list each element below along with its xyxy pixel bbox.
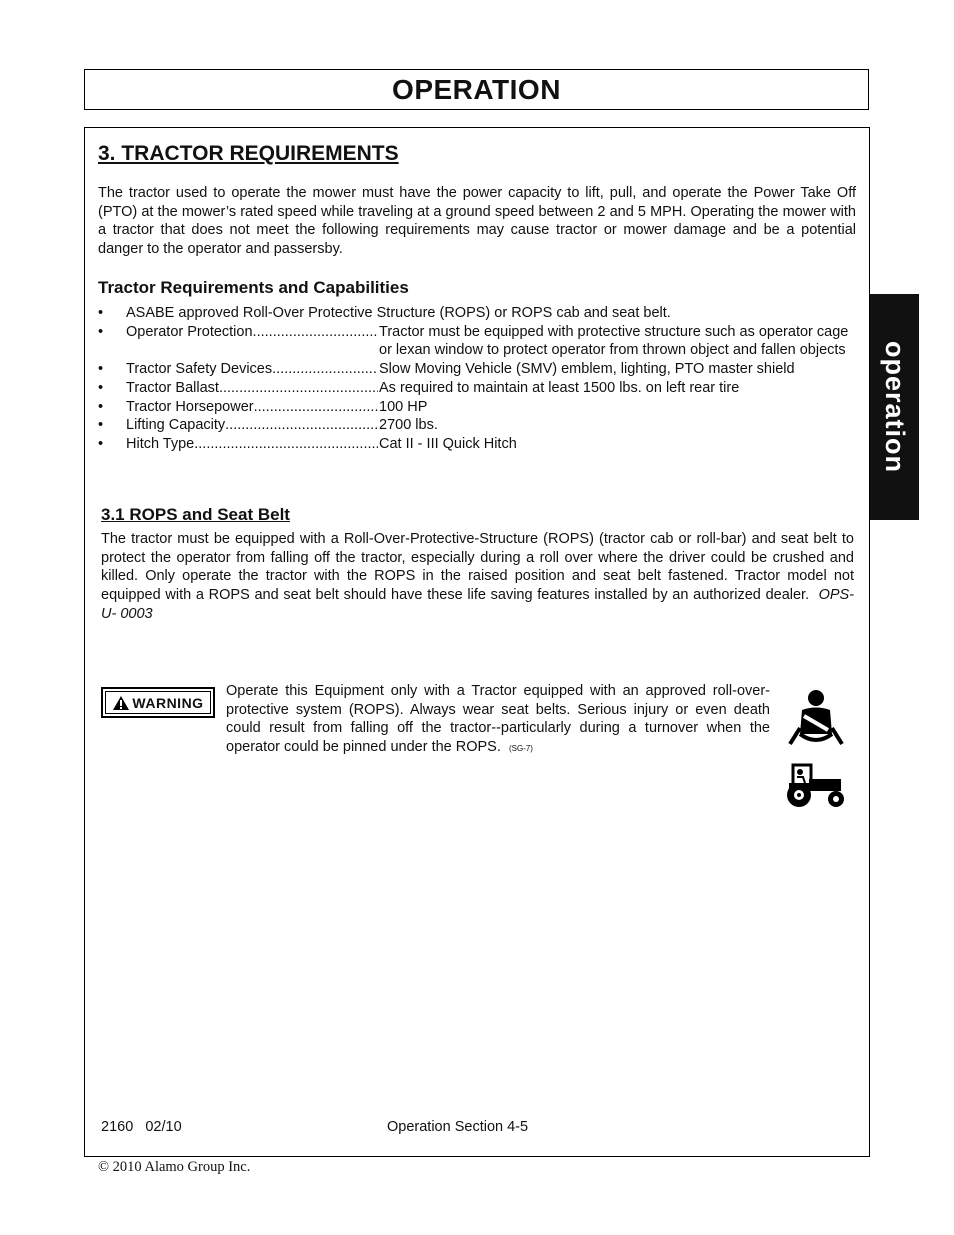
requirement-value: 2700 lbs. xyxy=(379,417,438,434)
warning-code: (SG-7) xyxy=(508,744,533,754)
requirement-name: Tractor Horsepower ..... xyxy=(126,398,378,417)
bullet: • xyxy=(98,435,104,452)
bullet: • xyxy=(98,305,104,321)
list-item xyxy=(98,416,858,435)
bullet: • xyxy=(98,323,104,340)
footer-model-date: 2160 02/10 xyxy=(101,1119,182,1135)
header-title: OPERATION xyxy=(392,73,561,105)
requirement-name: Lifting Capacity ..... xyxy=(126,416,378,435)
bullet: • xyxy=(98,361,104,378)
rops-heading: 3.1 ROPS and Seat Belt xyxy=(101,505,290,524)
tractor-icon xyxy=(783,763,847,809)
seat-belt-icon xyxy=(786,688,846,750)
page-header xyxy=(84,69,869,110)
requirement-value: 100 HP xyxy=(379,398,428,415)
requirements-list xyxy=(98,304,858,454)
rops-reference: OPS-U- 0003 xyxy=(101,587,855,622)
requirement-value: Tractor must be equipped with protective structure such as operator cage or lexan window to protect operator from thrown object and fallen objects xyxy=(379,323,849,359)
requirements-heading: Tractor Requirements and Capabilities xyxy=(98,278,409,297)
warning-text: Operate this Equipment only with a Tractor equipped with an approved roll-over-protective system (ROPS). Always wear seat belts. Serious injury or even death could result from falling off the tractor--particularly during a turnover when the operator could be pinned under the ROPS. (SG-7) xyxy=(226,683,770,756)
section-title: 3. TRACTOR REQUIREMENTS xyxy=(98,142,399,165)
requirement-name: Hitch Type ..... xyxy=(126,435,378,454)
rops-requirement: ASABE approved Roll-Over Protective Structure (ROPS) or ROPS cab and seat belt. xyxy=(126,305,671,321)
list-item xyxy=(98,323,858,360)
intro-paragraph: The tractor used to operate the mower must have the power capacity to lift, pull, and operate the Power Take Off (PTO) at the mower’s rated speed while traveling at a ground speed between 2 and 5 MPH. Operating the mower with a tractor that does not meet the following requirements may cause tractor or mower damage and be a potential danger to the operator and passersby. xyxy=(98,185,856,258)
warning-triangle-icon xyxy=(112,695,130,711)
list-item xyxy=(98,304,858,323)
side-tab xyxy=(870,294,919,520)
footer-page: Operation Section 4-5 xyxy=(387,1119,529,1135)
requirement-value: As required to maintain at least 1500 lbs. on left rear tire xyxy=(379,379,740,396)
requirement-value: Slow Moving Vehicle (SMV) emblem, lighting, PTO master shield xyxy=(379,361,795,378)
side-tab-label: operation xyxy=(880,340,910,473)
bullet: • xyxy=(98,379,104,396)
requirement-name: Tractor Safety Devices ..... xyxy=(126,360,378,379)
copyright: © 2010 Alamo Group Inc. xyxy=(98,1159,251,1175)
warning-label: WARNING xyxy=(132,694,204,711)
list-item xyxy=(98,379,858,398)
requirement-value: Cat II - III Quick Hitch xyxy=(379,435,517,452)
requirement-name: Tractor Ballast ..... xyxy=(126,379,378,398)
list-item xyxy=(98,435,858,454)
requirement-name: Operator Protection ..... xyxy=(126,323,378,342)
list-item xyxy=(98,398,858,417)
warning-badge xyxy=(101,687,215,718)
list-item xyxy=(98,360,858,379)
rops-paragraph: The tractor must be equipped with a Roll-Over-Protective-Structure (ROPS) (tractor cab or roll-bar) and seat belt to protect the operator from falling off the tractor, especially during a roll over where the driver could be crushed and killed. Only operate the tractor with the ROPS in the raised position and seat belt fastened. Tractor model not equipped with a ROPS and seat belt should have these life saving features installed by an authorized dealer. OPS-U- 0003 xyxy=(101,531,855,622)
bullet: • xyxy=(98,417,104,434)
bullet: • xyxy=(98,398,104,415)
